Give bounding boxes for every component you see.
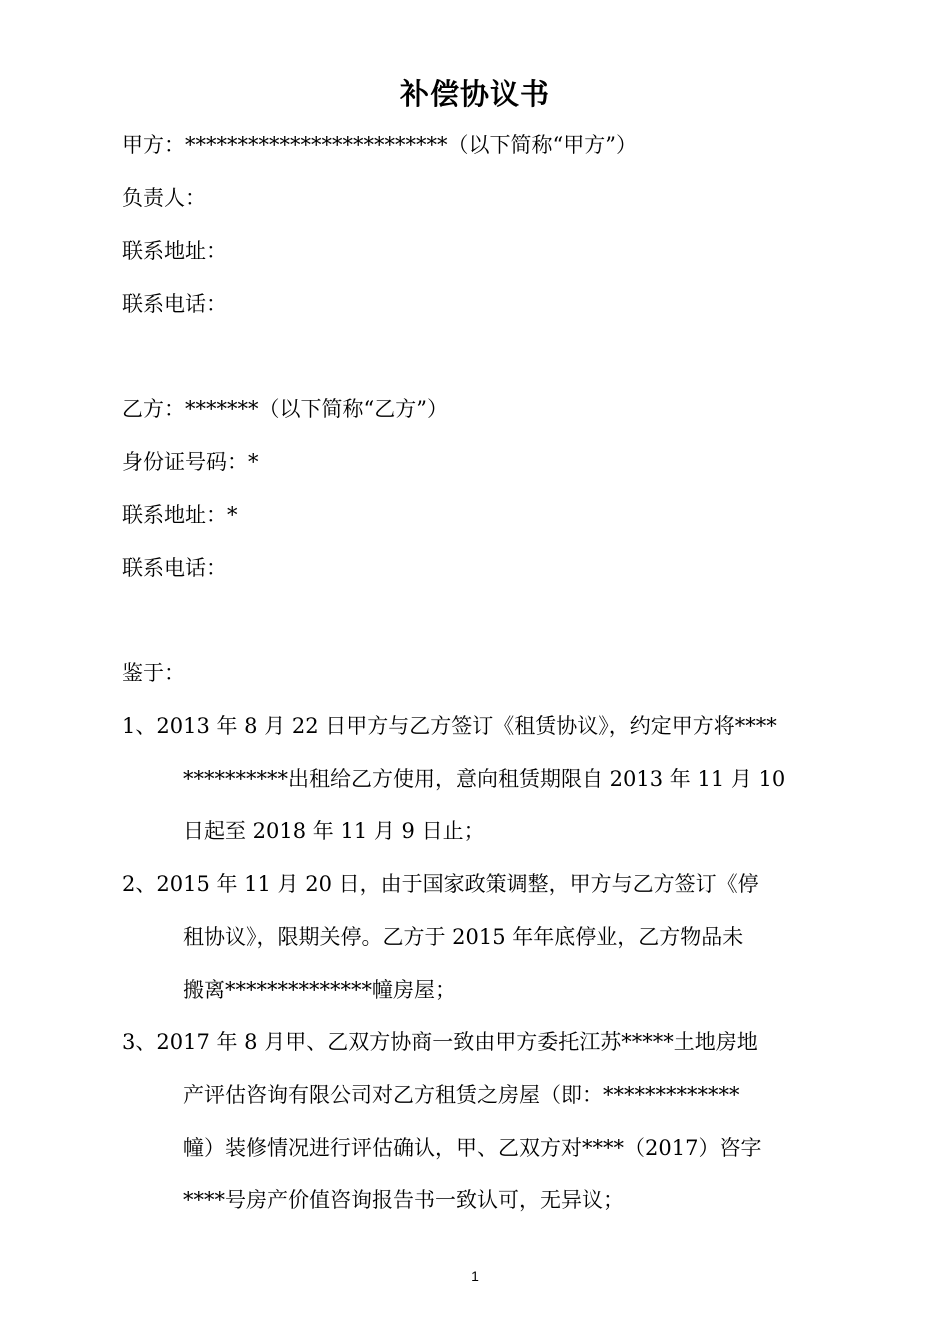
clause-line: 租协议》，限期关停。乙方于 2015 年年底停业，乙方物品未 (183, 925, 744, 949)
party-a-name-line: 甲方：*************************（以下简称“甲方”） (122, 133, 637, 157)
document-title: 补偿协议书 (399, 77, 550, 111)
clause-line: ****号房产价值咨询报告书一致认可，无异议； (183, 1188, 624, 1212)
party-b-phone-line: 联系电话： (122, 556, 227, 580)
whereas-label: 鉴于： (122, 661, 185, 685)
party-b-address-line: 联系地址：* (122, 503, 238, 527)
party-a-responsible-line: 负责人： (122, 186, 206, 210)
party-a-address-line: 联系地址： (122, 239, 227, 263)
clause-line: 搬离**************幢房屋； (183, 978, 456, 1002)
clause-line: 3、2017 年 8 月甲、乙双方协商一致由甲方委托江苏*****土地房地 (122, 1030, 758, 1054)
party-b-id-line: 身份证号码：* (122, 450, 259, 474)
party-a-phone-line: 联系电话： (122, 292, 227, 316)
clause-line: 幢）装修情况进行评估确认，甲、乙双方对****（2017）咨字 (183, 1136, 762, 1160)
clause-line: 2、2015 年 11 月 20 日，由于国家政策调整，甲方与乙方签订《停 (122, 872, 759, 896)
party-b-name-line: 乙方：*******（以下简称“乙方”） (122, 397, 448, 421)
page-number: 1 (471, 1268, 479, 1284)
clause-line: 日起至 2018 年 11 月 9 日止； (183, 819, 485, 843)
clause-line: **********出租给乙方使用，意向租赁期限自 2013 年 11 月 10 (183, 767, 786, 791)
clause-line: 1、2013 年 8 月 22 日甲方与乙方签订《租赁协议》，约定甲方将**** (122, 714, 777, 738)
clause-line: 产评估咨询有限公司对乙方租赁之房屋（即：************* (183, 1083, 740, 1107)
